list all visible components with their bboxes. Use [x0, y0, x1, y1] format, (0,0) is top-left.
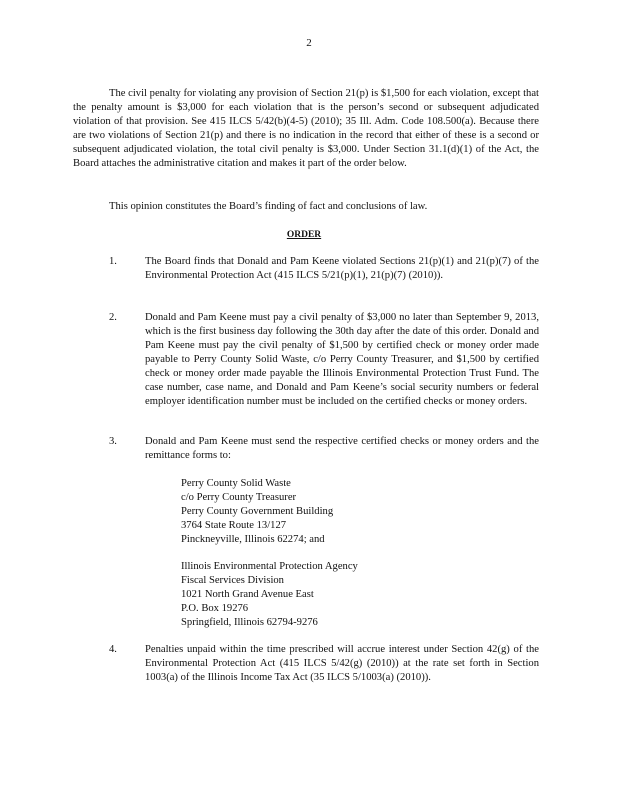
address-line: Perry County Solid Waste	[181, 478, 291, 489]
item-text: The Board finds that Donald and Pam Keene violated Sections 21(p)(1) and 21(p)(7) of the Environmental Protection Act (415 ILCS 5/21(p)(1), 21(p)(7) (2010)).	[145, 256, 539, 281]
address-line: Pinckneyville, Illinois 62274; and	[181, 534, 325, 545]
address-line: Springfield, Illinois 62794-9276	[181, 617, 318, 628]
address-line: P.O. Box 19276	[181, 603, 249, 614]
item-text: Donald and Pam Keene must pay a civil penalty of $3,000 no later than September 9, 2013, which is the first business day following the 30th day after the date of this order. Donald and Pam Keene must pay the civil penalty of $1,500 by certified check or money order made payable to Perry County Solid Waste, c/o Perry County Treasurer, and $1,500 by certified check or money order made payable the Illinois Environmental Protection Trust Fund. The case number, case name, and Donald and Pam Keene’s social security numbers or federal employer identification number must be included on the certified checks or money orders.	[145, 312, 539, 407]
item-number: 4.	[109, 644, 117, 655]
address-line: 1021 North Grand Avenue East	[181, 589, 314, 600]
address-line: Perry County Government Building	[181, 506, 334, 517]
item-text: Donald and Pam Keene must send the respective certified checks or money orders and the remittance forms to:	[145, 436, 539, 461]
item-number: 3.	[109, 436, 117, 447]
order-heading	[0, 228, 618, 242]
remittance-address-agency	[181, 560, 441, 630]
item-number: 2.	[109, 312, 117, 323]
address-line: 3764 State Route 13/127	[181, 520, 287, 531]
remittance-address-county	[181, 477, 441, 547]
penalty-paragraph: The civil penalty for violating any provision of Section 21(p) is $1,500 for each violation, except that the penalty amount is $3,000 for each violation that is the person’s second or subsequent adjudicated violation of that provision. See 415 ILCS 5/42(b)(4-5) (2010); 35 Ill. Adm. Code 108.500(a). Because there are two violations of Section 21(p) and there is no indication in the record that either of these is a second or subsequent adjudicated violation, the total civil penalty is $3,000. Under Section 31.1(d)(1) of the Act, the Board attaches the administrative citation and makes it part of the order below.	[73, 88, 539, 169]
address-line: Fiscal Services Division	[181, 575, 284, 586]
findings-paragraph: This opinion constitutes the Board’s finding of fact and conclusions of law.	[109, 201, 428, 212]
order-heading-text: ORDER	[286, 230, 322, 240]
item-number: 1.	[109, 256, 117, 267]
address-line: Illinois Environmental Protection Agency	[181, 561, 358, 572]
page-number: 2	[306, 37, 312, 49]
address-line: c/o Perry County Treasurer	[181, 492, 297, 503]
item-text: Penalties unpaid within the time prescribed will accrue interest under Section 42(g) of the Environmental Protection Act (415 ILCS 5/42(g) (2010)) at the rate set forth in Section 1003(a) of the Illinois Income Tax Act (35 ILCS 5/1003(a) (2010)).	[145, 644, 539, 683]
